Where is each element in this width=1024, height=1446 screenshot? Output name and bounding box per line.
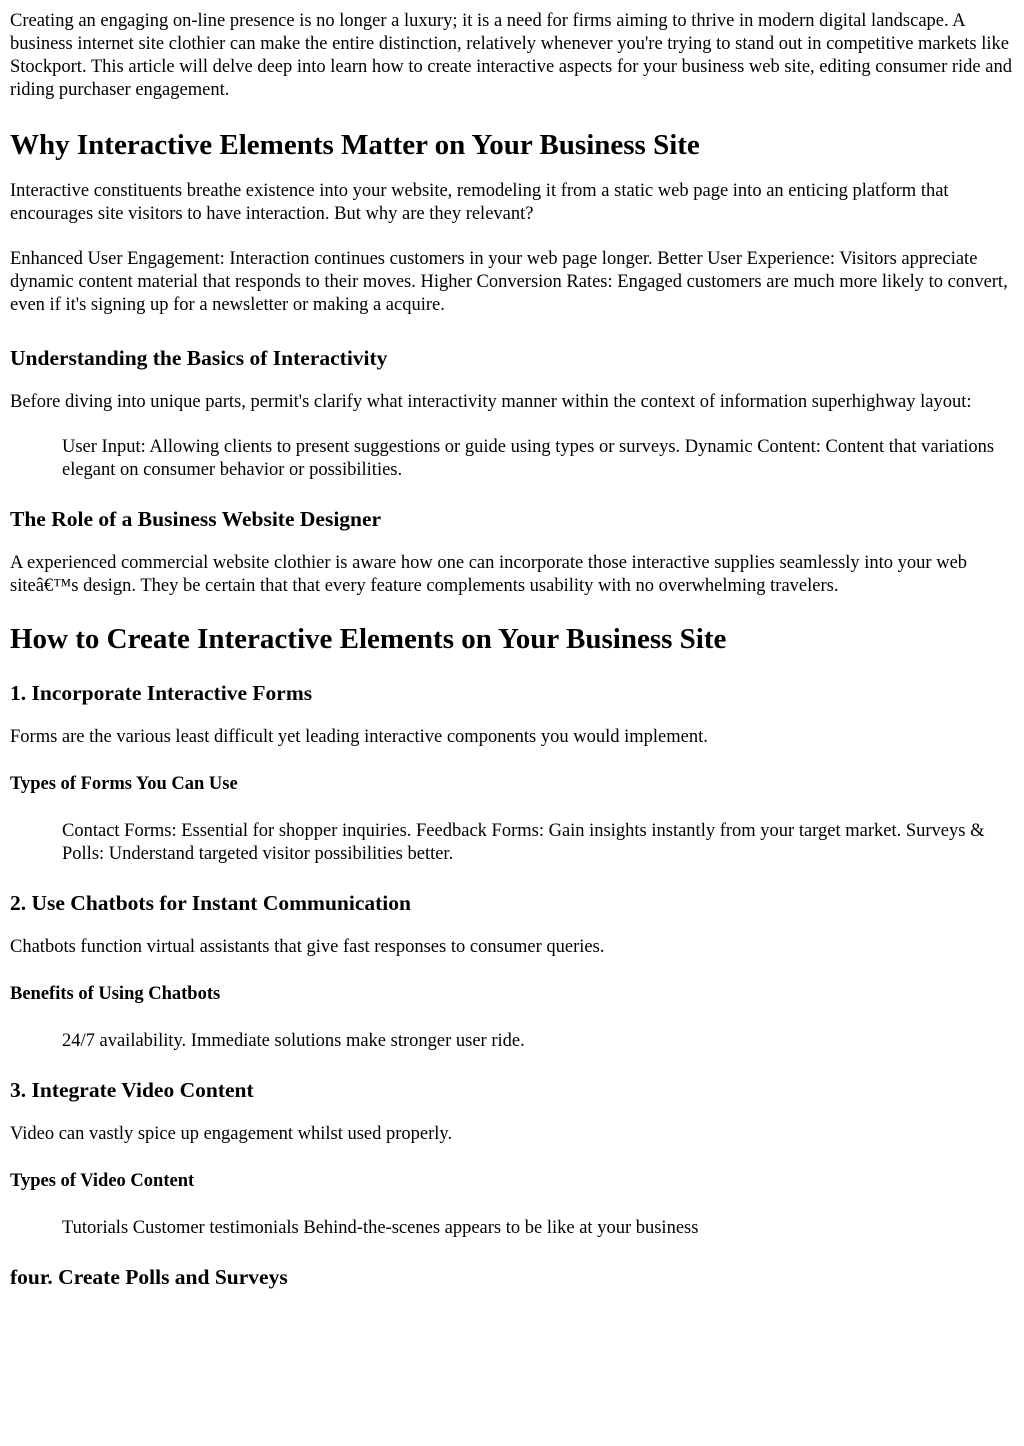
forms-paragraph: Forms are the various least difficult yet leading interactive components you would implement. [10,727,708,747]
subheading-video: 3. Integrate Video Content [10,1078,254,1102]
section-heading-why-interactive: Why Interactive Elements Matter on Your Business Site [10,129,700,161]
why-interactive-paragraph-2: Enhanced User Engagement: Interaction continues customers in your web page longer. Better User Experience: Visitors appreciate dynamic content material that responds to their moves. Higher Conversion Rates: Engaged customers are much more likely to convert, even if it's signing up for a newsletter or making a acquire. [10,249,1008,315]
basics-paragraph: Before diving into unique parts, permit's clarify what interactivity manner within the context of information superhighway layout: [10,392,972,412]
chatbots-paragraph: Chatbots function virtual assistants that give fast responses to consumer queries. [10,937,605,957]
video-paragraph: Video can vastly spice up engagement whilst used properly. [10,1124,453,1144]
subheading-designer-role: The Role of a Business Website Designer [10,507,382,531]
subheading-basics: Understanding the Basics of Interactivity [10,346,388,370]
video-quote: Tutorials Customer testimonials Behind-the-scenes appears to be like at your business [62,1218,699,1238]
designer-paragraph: A experienced commercial website clothier is aware how one can incorporate those interactive supplies seamlessly into your web siteâ€™s design. They be certain that that every feature complements usability with no overwhelming travelers. [10,553,968,596]
minor-heading-chatbots-benefits: Benefits of Using Chatbots [10,984,221,1004]
subheading-polls: four. Create Polls and Surveys [10,1265,288,1289]
chatbots-quote: 24/7 availability. Immediate solutions make stronger user ride. [62,1031,525,1051]
minor-heading-forms-types: Types of Forms You Can Use [10,774,238,794]
subheading-chatbots: 2. Use Chatbots for Instant Communication [10,891,411,915]
subheading-forms: 1. Incorporate Interactive Forms [10,681,313,705]
intro-paragraph: Creating an engaging on-line presence is no longer a luxury; it is a need for firms aiming to thrive in modern digital landscape. A business internet site clothier can make the entire distinction, relatively whenever you're trying to stand out in competitive markets like Stockport. This article will delve deep into learn how to create interactive aspects for your business web site, editing consumer ride and riding purchaser engagement. [10,11,1012,100]
why-interactive-paragraph-1: Interactive constituents breathe existence into your website, remodeling it from a static web page into an enticing platform that encourages site visitors to have interaction. But why are they relevant? [10,181,949,224]
basics-quote: User Input: Allowing clients to present suggestions or guide using types or surveys. Dynamic Content: Content that variations elegant on consumer behavior or possibilities. [62,437,995,480]
forms-quote: Contact Forms: Essential for shopper inquiries. Feedback Forms: Gain insights instantly from your target market. Surveys & Polls: Understand targeted visitor possibilities better. [62,821,985,864]
section-heading-how-to-create: How to Create Interactive Elements on Your Business Site [10,623,727,655]
minor-heading-video-types: Types of Video Content [10,1171,195,1191]
